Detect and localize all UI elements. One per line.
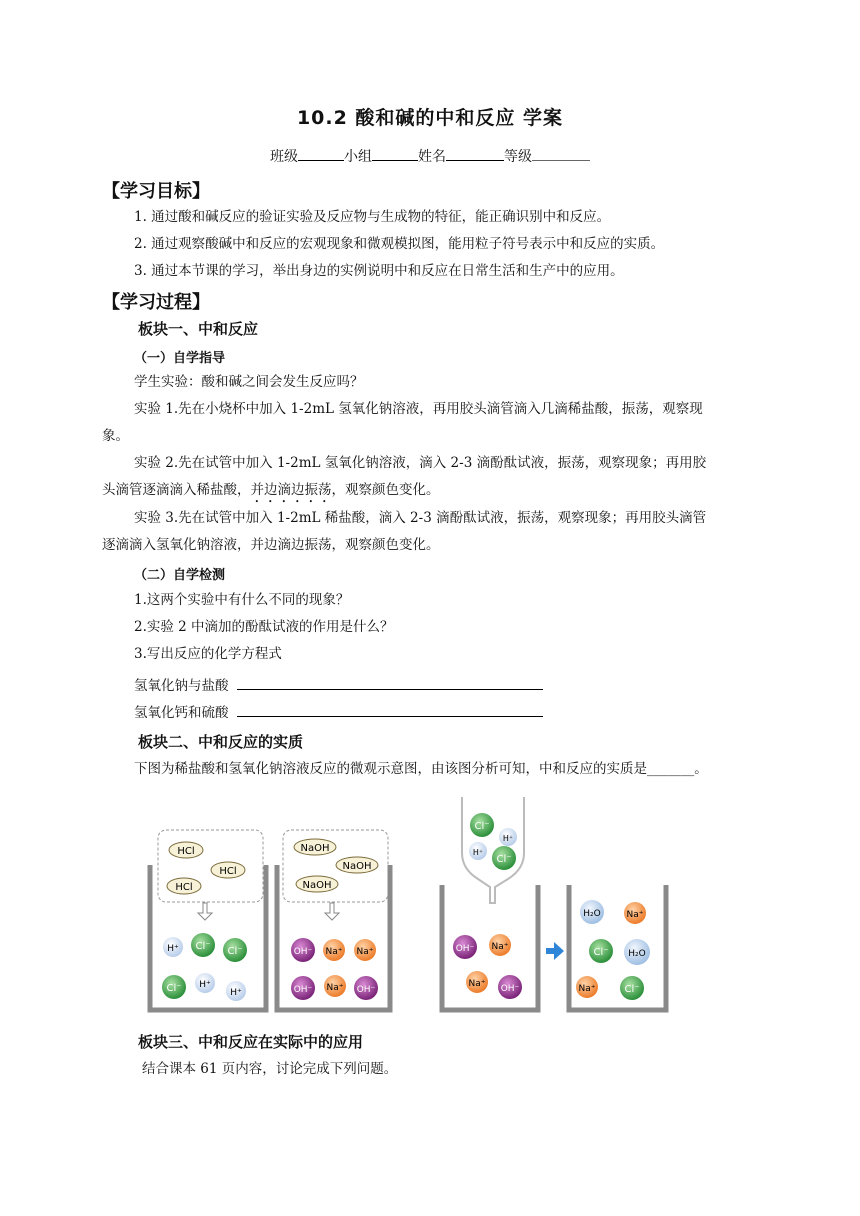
naoh-label: NaOH — [300, 843, 330, 854]
block3-text: 结合课本 61 页内容，讨论完成下列问题。 — [142, 1061, 398, 1077]
oh-ion-label: OH⁻ — [293, 947, 313, 957]
goal-item-3: 3. 通过本节课的学习，举出身边的实例说明中和反应在日常生活和生产中的应用。 — [134, 263, 624, 279]
equation-2-answer-blank[interactable] — [237, 704, 543, 717]
goal-item-1: 1. 通过酸和碱反应的验证实验及反应物与生成物的特征，能正确识别中和反应。 — [134, 209, 611, 225]
down-arrow-icon — [198, 903, 212, 920]
block2-text: 下图为稀盐酸和氢氧化钠溶液反应的微观示意图，由该图分析可知，中和反应的实质是_______。 — [134, 761, 708, 777]
na-ion-label: Na⁺ — [578, 984, 596, 994]
cl-ion-label: Cl⁻ — [593, 947, 609, 958]
question-2: 2.实验 2 中滴加的酚酞试液的作用是什么？ — [134, 619, 394, 635]
na-ion-label: Na⁺ — [626, 910, 644, 920]
naoh-label: NaOH — [302, 880, 332, 891]
hcl-label: HCl — [219, 866, 237, 877]
h-ion-label: H⁺ — [167, 944, 179, 954]
cl-ion-label: Cl⁻ — [496, 854, 512, 865]
equation-line-2 — [134, 703, 543, 723]
experiment-2-emphasis: 并边滴边振荡 — [250, 482, 332, 498]
product-beaker — [569, 885, 666, 1010]
na-ion-label: Na⁺ — [356, 947, 374, 957]
question-3: 3.写出反应的化学方程式 — [134, 646, 282, 662]
experiment-3-line-1: 实验 3.先在试管中加入 1-2mL 稀盐酸，滴入 2-3 滴酚酞试液，振荡，观察现象；再用胶头滴管 — [134, 510, 707, 526]
cl-ion-label: Cl⁻ — [166, 983, 182, 994]
hcl-beaker — [150, 830, 266, 1010]
group-blank[interactable] — [372, 146, 418, 161]
naoh-label: NaOH — [342, 861, 372, 872]
name-blank[interactable] — [446, 146, 504, 161]
equation-line-1 — [134, 676, 543, 696]
dropper-beaker — [442, 797, 538, 1010]
experiment-2-text-a: 头滴管逐滴滴入稀盐酸， — [102, 482, 251, 498]
h-ion-label: H⁺ — [502, 834, 514, 843]
experiment-2-text-b: ，观察颜色变化。 — [331, 482, 440, 498]
cl-ion-label: Cl⁻ — [195, 941, 211, 952]
process-heading: 【学习过程】 — [102, 292, 210, 313]
block1-title: 板块一、中和反应 — [138, 320, 259, 338]
experiment-1-line-1: 实验 1.先在小烧杯中加入 1-2mL 氢氧化钠溶液，再用胶头滴管滴入几滴稀盐酸，振荡，观察现 — [134, 401, 703, 417]
class-blank[interactable] — [298, 146, 344, 161]
experiment-2-line-1: 实验 2.先在试管中加入 1-2mL 氢氧化钠溶液，滴入 2-3 滴酚酞试液，振荡，观察现象；再用胶 — [134, 455, 707, 471]
goal-item-2: 2. 通过观察酸碱中和反应的宏观现象和微观模拟图，能用粒子符号表示中和反应的实质。 — [134, 236, 665, 252]
reaction-arrow-icon — [546, 942, 564, 960]
class-info-line — [0, 146, 860, 166]
cl-ion-label: Cl⁻ — [624, 984, 640, 995]
block3-title: 板块三、中和反应在实际中的应用 — [138, 1033, 364, 1051]
na-ion-label: Na⁺ — [325, 947, 343, 957]
equation-1-answer-blank[interactable] — [237, 677, 543, 690]
hcl-label: HCl — [177, 846, 195, 857]
oh-ion-label: OH⁻ — [356, 985, 376, 995]
goals-heading: 【学习目标】 — [102, 181, 210, 202]
cl-ion-label: Cl⁻ — [227, 946, 243, 957]
water-label: H₂O — [583, 909, 601, 919]
na-ion-label: Na⁺ — [491, 942, 509, 952]
group-label: 小组 — [344, 149, 372, 165]
naoh-beaker — [277, 830, 390, 1010]
h-ion-label: H⁺ — [199, 980, 211, 990]
down-arrow-icon — [325, 903, 339, 920]
question-1: 1.这两个实验中有什么不同的现象？ — [134, 592, 350, 608]
class-label: 班级 — [270, 149, 298, 165]
experiment-2-line-2 — [102, 480, 440, 506]
experiment-1-line-2: 象。 — [102, 428, 129, 444]
oh-ion-label: OH⁻ — [293, 985, 313, 995]
self-check-heading: （二）自学检测 — [134, 568, 226, 583]
cl-ion-label: Cl⁻ — [474, 821, 490, 832]
experiment-3-line-2: 逐滴滴入氢氧化钠溶液，并边滴边振荡，观察颜色变化。 — [102, 537, 440, 553]
oh-ion-label: OH⁻ — [500, 984, 520, 994]
experiment-intro: 学生实验：酸和碱之间会发生反应吗？ — [134, 374, 364, 390]
page-title: 10.2 酸和碱的中和反应 学案 — [296, 107, 564, 129]
oh-ion-label: OH⁻ — [455, 944, 475, 954]
grade-blank[interactable] — [532, 146, 590, 161]
grade-label: 等级 — [504, 149, 532, 165]
equation-2-label: 氢氧化钙和硫酸 — [134, 705, 229, 721]
na-ion-label: Na⁺ — [468, 979, 486, 989]
na-ion-label: Na⁺ — [326, 983, 344, 993]
water-label: H₂O — [628, 949, 646, 959]
h-ion-label: H⁺ — [472, 848, 484, 857]
h-ion-label: H⁺ — [230, 988, 242, 998]
neutralization-micro-diagram — [140, 795, 680, 1020]
block2-title: 板块二、中和反应的实质 — [138, 733, 304, 751]
equation-1-label: 氢氧化钠与盐酸 — [134, 678, 229, 694]
self-study-guide-heading: （一）自学指导 — [134, 351, 226, 366]
hcl-label: HCl — [175, 882, 193, 893]
name-label: 姓名 — [418, 149, 446, 165]
